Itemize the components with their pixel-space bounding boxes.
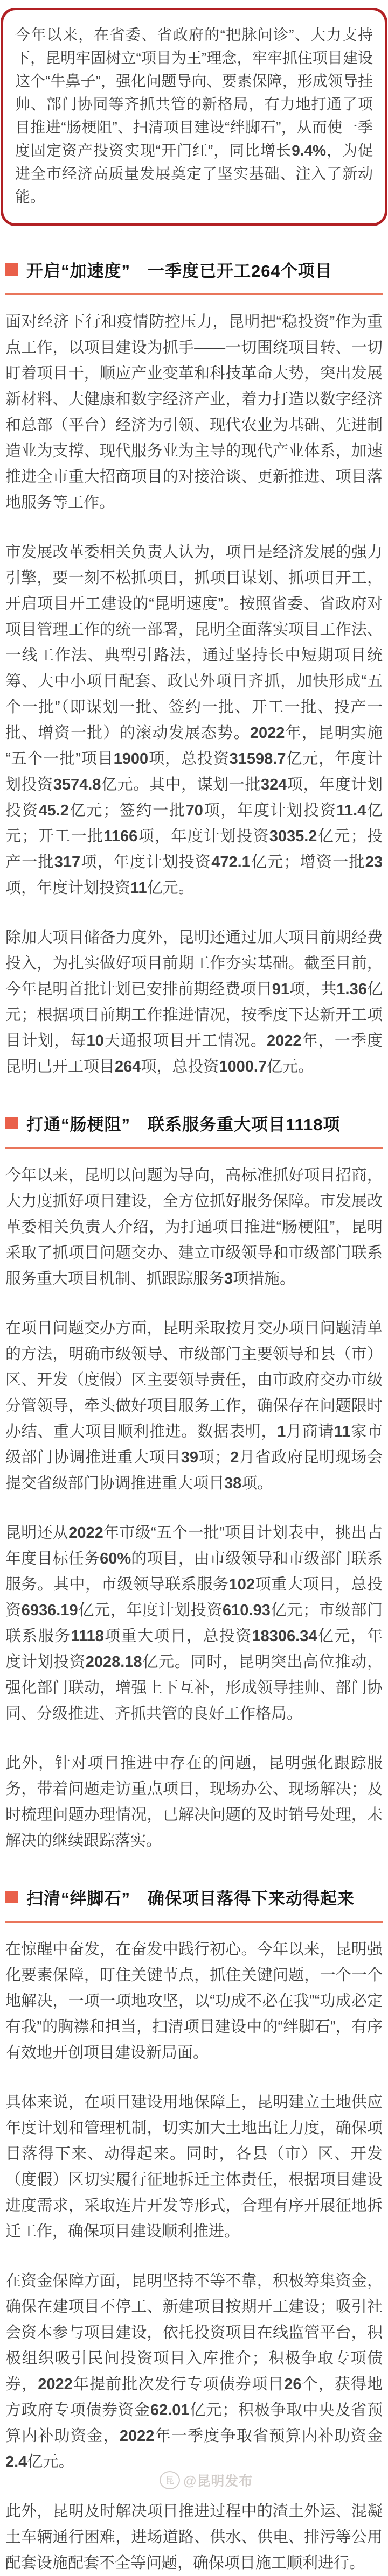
paragraph: 昆明还从2022年市级“五个一批”项目计划表中，挑出占年度目标任务60%的项目，由市级领导和市级部门联系服务。其中，市级领导联系服务102项重大项目，总投资6936.19亿元，年度计划投资610.93亿元；市级部门联系服务1118项重大项目，总投资18306.34亿元，年度计划投资2028.18亿元。同时，昆明突出高位推动，强化部门联动，增强上下互补，形成领导挂帅、部门协同、分级推进、齐抓共管的良好工作格局。 [5,1524,383,1722]
watermark-text: @昆明发布 [183,2474,253,2489]
section-speed-up [0,257,388,1080]
paragraph: 在项目问题交办方面，昆明采取按月交办项目问题清单的方法，明确市级领导、市级部门主要领导和县（市）区、开发（度假）区主要领导责任，由市政府交办市级分管领导，牵头做好项目服务工作，确保存在问题限时办结、重大项目顺利推进。数据表明，1月商请11家市级部门协调推进重大项目39项；2月省政府昆明现场会提交省级部门协调推进重大项目38项。 [5,1320,383,1492]
section-header [5,257,383,281]
intro-paragraph: 今年以来，在省委、省政府的“把脉问诊”、大力支持下，昆明牢固树立“项目为王”理念，牢牢抓住项目建设这个“牛鼻子”，强化问题导向、要素保障，形成领导挂帅、部门协同等齐抓共管的新格局，有力地打通了项目推进“肠梗阻”、扫清项目建设“绊脚石”，从而使一季度固定资产投资实现“开门红”，同比增长9.4%，为促进全市经济高质量发展奠定了坚实基础、注入了新动能。 [15,26,373,205]
section-unblock [0,1111,388,1854]
paragraph: 面对经济下行和疫情防控压力，昆明把“稳投资”作为重点工作，以项目建设为抓手——一切围绕项目转、一切盯着项目干，顺应产业变革和科技革命大势，突出发展新材料、大健康和数字经济产业，着力打造以数字经济和总部（平台）经济为引领、现代农业为基础、先进制造业为支撑、现代服务业为主导的现代产业体系，加速推进全市重大招商项目的对接洽谈、更新推进、项目落地服务等工作。 [5,313,383,511]
bullet-square-icon [5,1891,18,1903]
bullet-square-icon [5,1117,18,1129]
paragraph: 今年以来，昆明以问题为导向，高标准抓好项目招商，大力度抓好项目建设，全方位抓好服务保障。市发展改革委相关负责人介绍，为打通项目推进“肠梗阻”，昆明采取了抓项目问题交办、建立市级领导和市级部门联系服务重大项目机制、抓跟踪服务3项措施。 [5,1167,383,1287]
paragraph: 在资金保障方面，昆明坚持不等不靠，积极筹集资金，确保在建项目不停工、新建项目按期开工建设；吸引社会资本参与项目建设，依托投资项目在线监管平台，积极组织吸引民间投资项目入库推介；积极争取专项债券，2022年提前批次发行专项债券项目26个，获得地方政府专项债券资金62.01亿元；积极争取中央及省预算内补助资金，2022年一季度争取省预算内补助资金2.4亿元。 [5,2272,383,2471]
section-title: 开启“加速度” 一季度已开工264个项目 [26,262,332,280]
section-divider [5,293,383,295]
section-header [5,1885,383,1909]
paragraph: 此外，针对项目推进中存在的问题，昆明强化跟踪服务，带着问题走访重点项目，现场办公、现场解决；及时梳理问题办理情况，已解决问题的及时销号处理，未解决的继续跟踪落实。 [5,1755,383,1849]
kunming-fabu-logo-icon: 昆 [160,2471,180,2489]
section-clear-obstacles [0,1885,388,2576]
bullet-square-icon [5,263,18,276]
section-header [5,1111,383,1135]
section-title: 扫清“绊脚石” 确保项目落得下来动得起来 [26,1889,355,1908]
paragraph: 除加大项目储备力度外，昆明还通过加大项目前期经费投入，为扎实做好项目前期工作夯实基础。截至目前，今年昆明首批计划已安排前期经费项目91项，共1.36亿元；根据项目前期工作推进情况，按季度下达新开工项目计划，每10天通报项目开工情况。2022年，一季度昆明已开工项目264项，总投资1000.7亿元。 [5,929,383,1075]
paragraph: 市发展改革委相关负责人认为，项目是经济发展的强力引擎，要一刻不松抓项目，抓项目谋划、抓项目开工，开启项目开工建设的“昆明速度”。按照省委、省政府对项目管理工作的统一部署，昆明全面落实项目工作法、一线工作法、典型引路法，通过坚持长中短期项目统筹、大中小项目配套、政民外项目齐抓，加快形成“五个一批”（即谋划一批、签约一批、开工一批、投产一批、增资一批）的滚动发展态势。2022年，昆明实施“五个一批”项目1900项，总投资31598.7亿元，年度计划投资3574.8亿元。其中，谋划一批324项，年度计划投资45.2亿元；签约一批70项，年度计划投资11.4亿元；开工一批1166项，年度计划投资3035.2亿元；投产一批317项，年度计划投资472.1亿元；增资一批23项，年度计划投资11亿元。 [5,544,383,897]
intro-card [1,8,387,226]
section-divider [5,1147,383,1149]
paragraph: 此外，昆明及时解决项目推进过程中的渣土外运、混凝土车辆通行困难，进场道路、供水、供电、排污等公用配套设施配套不全等问题，确保项目施工顺利进行。 [5,2503,383,2572]
paragraph: 具体来说，在项目建设用地保障上，昆明建立土地供应年度计划和管理机制，切实加大土地出让力度，确保项目落得下来、动得起来。同时，各县（市）区、开发（度假）区切实履行征地拆迁主体责任，根据项目建设进度需求，采取连片开发等形式，合理有序开展征地拆迁工作，确保项目建设顺利推进。 [5,2094,383,2240]
article-page [0,8,388,2572]
section-title: 打通“肠梗阻” 联系服务重大项目1118项 [26,1115,341,1134]
section-divider [5,1921,383,1923]
paragraph: 在惊醒中奋发，在奋发中践行初心。今年以来，昆明强化要素保障，盯住关键节点，抓住关键问题，一个一个地解决，一项一项地攻坚，以“功成不必在我”“功成必定有我”的胸襟和担当，扫清项目建设中的“绊脚石”，有序有效地开创项目建设新局面。 [5,1941,383,2061]
